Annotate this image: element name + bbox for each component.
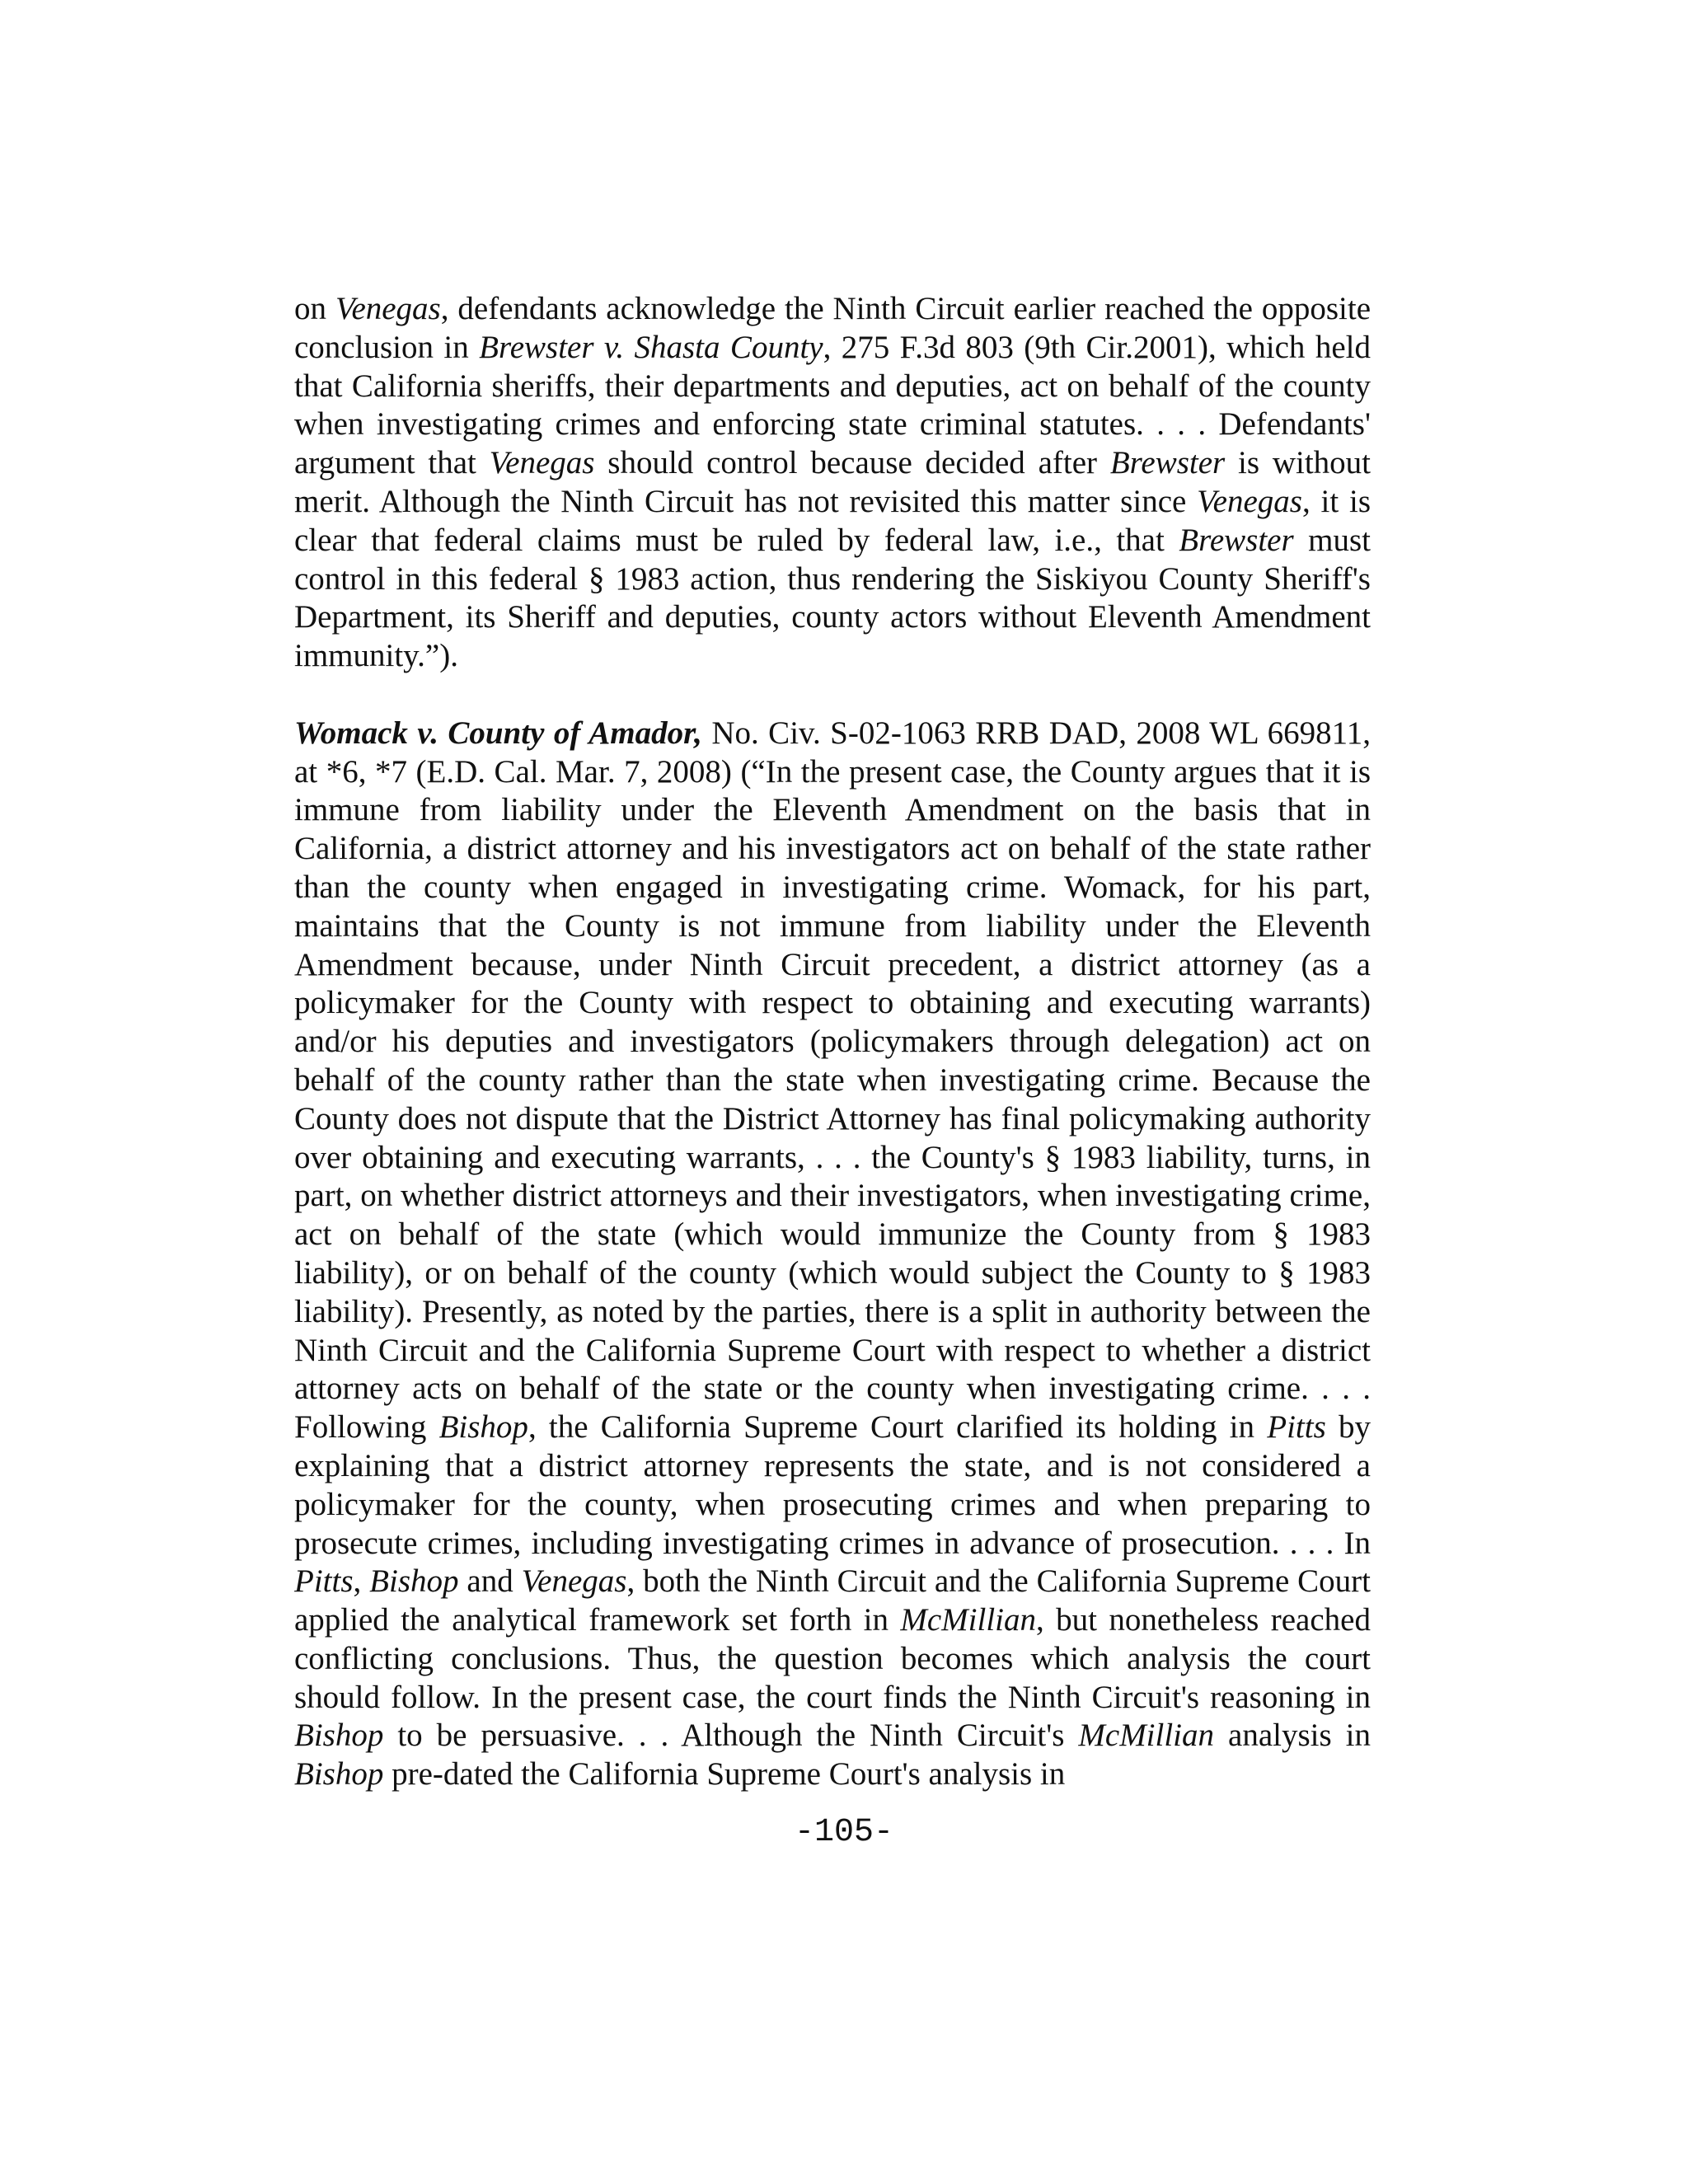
italic-citation: Pitts bbox=[294, 1563, 354, 1600]
text-run: , the California Supreme Court clarified its holding in bbox=[528, 1409, 1268, 1446]
italic-citation: Venegas bbox=[489, 445, 595, 481]
italic-citation: Bishop bbox=[294, 1718, 384, 1754]
text-run: and bbox=[458, 1563, 522, 1600]
page-number: -105- bbox=[794, 1814, 894, 1851]
italic-citation: Venegas bbox=[521, 1563, 627, 1600]
italic-citation: Brewster bbox=[1109, 445, 1226, 481]
text-run: , both the Ninth Circuit and the California Supreme Court applied the analytical framework set forth in bbox=[294, 1563, 1372, 1638]
text-run: should control because decided after bbox=[594, 445, 1110, 481]
text-run: must control in this federal § 1983 action, thus rendering the Siskiyou County Sheriff's Department, its Sheriff and deputies, county actors without Eleventh Amendment immunity.”). bbox=[294, 522, 1371, 674]
italic-citation: Venegas bbox=[1197, 483, 1302, 519]
case-name: Womack v. County of Amador, bbox=[294, 715, 702, 751]
text-run: to be persuasive. . . Although the Ninth Circuit's bbox=[383, 1718, 1079, 1754]
italic-citation: Pitts bbox=[1267, 1409, 1326, 1446]
text-run: on bbox=[294, 291, 335, 326]
text-run: , 275 F.3d 803 (9th Cir.2001), which held that California sheriffs, their departments and deputies, act on behalf of the county when investigating crimes and enforcing state criminal statutes. . . . Defendants' argument that bbox=[294, 329, 1371, 481]
italic-citation: Brewster bbox=[1179, 522, 1294, 558]
paragraph-venegas-brewster bbox=[294, 290, 1371, 676]
text-run: , but nonetheless reached conflicting conclusions. Thus, the question becomes which analysis the court should follow. In the present case, the court finds the Ninth Circuit's reasoning in bbox=[294, 1602, 1371, 1715]
text-run: is without merit. Although the Ninth Circuit has not revisited this matter since bbox=[294, 445, 1371, 519]
italic-citation: Bishop bbox=[294, 1756, 384, 1793]
italic-citation: McMillian bbox=[900, 1602, 1037, 1638]
text-run: , defendants acknowledge the Ninth Circuit earlier reached the opposite conclusion in bbox=[294, 291, 1371, 365]
document-body bbox=[294, 290, 1371, 1794]
text-run: , bbox=[353, 1563, 370, 1600]
text-run: No. Civ. S-02-1063 RRB DAD, 2008 WL 669811, at *6, *7 (E.D. Cal. Mar. 7, 2008) (“In the present case, the County argues that it is immune from liability under the Eleventh Amendment on the basis that in California, a district attorney and his investigators act on behalf of the state rather than the county when engaged in investigating crime. Womack, for his part, maintains that the County is not immune from liability under the Eleventh Amendment because, under Ninth Circuit precedent, a district attorney (as a policymaker for the County with respect to obtaining and executing warrants) and/or his deputies and investigators (policymakers through delegation) act on behalf of the county rather than the state when investigating crime. Because the County does not dispute that the District Attorney has final policymaking authority over obtaining and executing warrants, . . . the County's § 1983 liability, turns, in part, on whether district attorneys and their investigators, when investigating crime, act on behalf of the state (which would immunize the County from § 1983 liability), or on behalf of the county (which would subject the County to § 1983 liability). Presently, as noted by the parties, there is a split in authority between the Ninth Circuit and the California Supreme Court with respect to whether a district attorney acts on behalf of the state or the county when investigating crime. . . . Following bbox=[294, 715, 1371, 1446]
italic-citation: Bishop bbox=[438, 1409, 528, 1446]
italic-citation: Venegas bbox=[335, 291, 441, 326]
text-run: analysis in bbox=[1214, 1718, 1371, 1754]
text-run: , it is clear that federal claims must be ruled by federal law, i.e., that bbox=[294, 483, 1372, 558]
italic-citation: Brewster v. Shasta County bbox=[479, 329, 823, 365]
italic-citation: McMillian bbox=[1078, 1718, 1215, 1754]
paragraph-womack-v-county-of-amador bbox=[294, 715, 1371, 1794]
text-run: by explaining that a district attorney represents the state, and is not considered a policymaker for the county, when prosecuting crimes and when preparing to prosecute crimes, including investigating crimes in advance of prosecution. . . . In bbox=[294, 1409, 1371, 1561]
italic-citation: Bishop bbox=[369, 1563, 459, 1600]
text-run: pre-dated the California Supreme Court's analysis in bbox=[383, 1756, 1066, 1793]
